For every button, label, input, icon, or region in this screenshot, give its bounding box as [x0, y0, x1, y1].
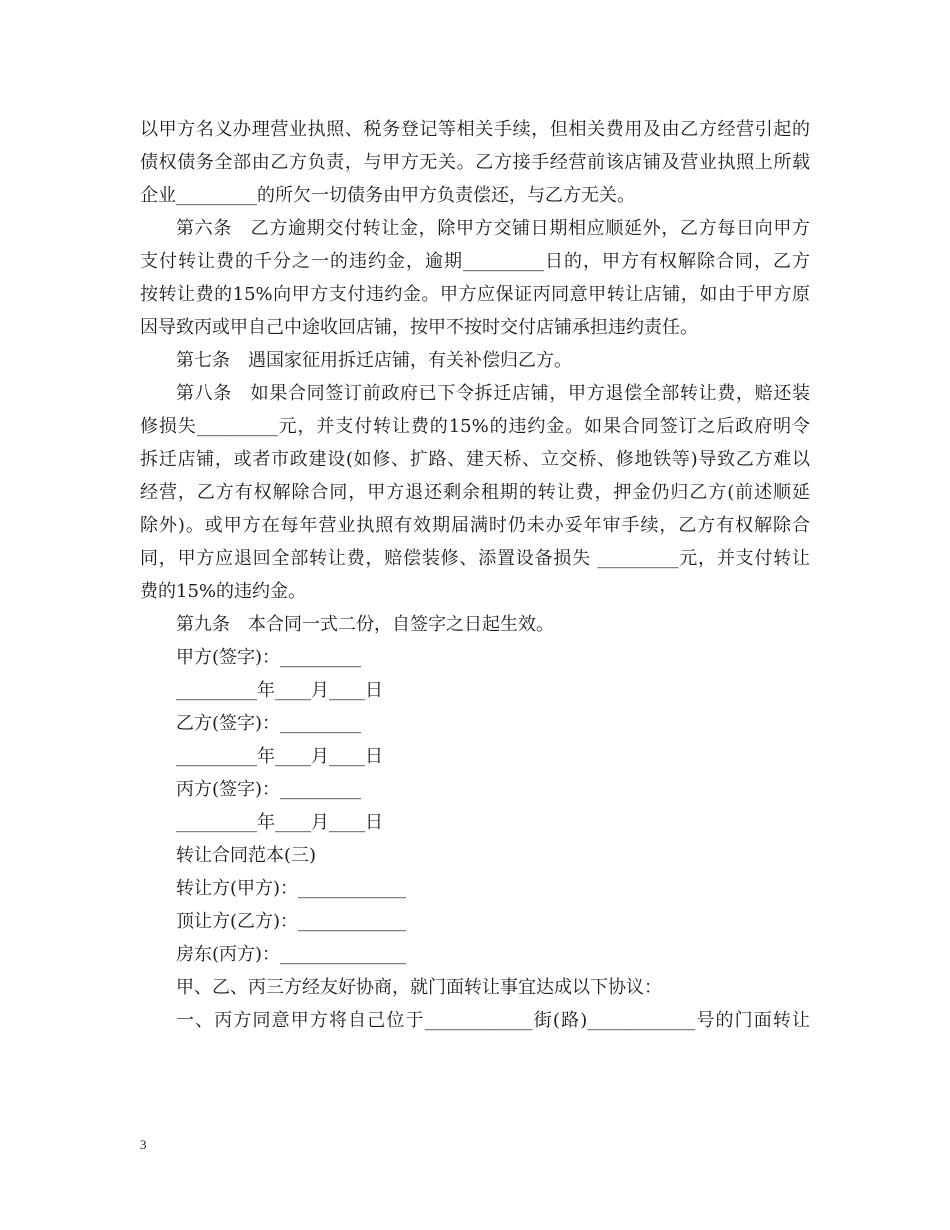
text-line: 甲方(签字)：_________: [176, 647, 362, 668]
text-line: 费的15%的违约金。: [140, 581, 307, 602]
text-line: 一、丙方同意甲方将自己位于____________街(路)____________号的门面转让: [176, 1010, 810, 1031]
text-line: 丙方(签字)：_________: [176, 779, 362, 800]
text-line: 因导致丙或甲自己中途收回店铺，按甲不按时交付店铺承担违约责任。: [140, 317, 698, 338]
text-line: 甲、乙、丙三方经友好协商，就门面转让事宜达成以下协议：: [176, 977, 662, 998]
text-line: 转让合同范本(三): [176, 845, 317, 866]
text-line: 企业_________的所欠一切债务由甲方负责偿还，与乙方无关。: [140, 185, 635, 206]
text-line: 第八条 如果合同签订前政府已下令拆迁店铺，甲方退偿全部转让费，赔还装: [176, 383, 810, 404]
text-line: 第九条 本合同一式二份，自签字之日起生效。: [176, 614, 554, 635]
text-line: _________年____月____日: [176, 680, 383, 701]
text-line: _________年____月____日: [176, 812, 383, 833]
text-line: _________年____月____日: [176, 746, 383, 767]
text-line: 支付转让费的千分之一的违约金，逾期_________日的，甲方有权解除合同，乙方: [140, 251, 810, 272]
text-line: 除外)。或甲方在每年营业执照有效期届满时仍未办妥年审手续，乙方有权解除合: [140, 515, 810, 536]
text-line: 以甲方名义办理营业执照、税务登记等相关手续，但相关费用及由乙方经营引起的: [140, 119, 810, 140]
text-line: 修损失_________元，并支付转让费的15%的违约金。如果合同签订之后政府明令: [140, 416, 810, 437]
page-number: 3: [140, 1137, 147, 1152]
text-line: 按转让费的15%向甲方支付违约金。甲方应保证丙同意甲转让店铺，如由于甲方原: [140, 284, 810, 305]
text-line: 同，甲方应退回全部转让费，赔偿装修、添置设备损失 _________元，并支付转让: [140, 548, 810, 569]
document-body: [140, 113, 810, 1037]
text-line: 第六条 乙方逾期交付转让金，除甲方交铺日期相应顺延外，乙方每日向甲方: [176, 218, 810, 239]
text-line: 房东(丙方)：______________: [176, 944, 407, 965]
text-line: 第七条 遇国家征用拆迁店铺，有关补偿归乙方。: [176, 350, 572, 371]
text-line: 拆迁店铺，或者市政建设(如修、扩路、建天桥、立交桥、修地铁等)导致乙方难以: [140, 449, 810, 470]
text-line: 顶让方(乙方)：____________: [176, 911, 407, 932]
text-line: 债权债务全部由乙方负责，与甲方无关。乙方接手经营前该店铺及营业执照上所载: [140, 152, 810, 173]
text-line: 乙方(签字)：_________: [176, 713, 362, 734]
text-line: 转让方(甲方)：____________: [176, 878, 407, 899]
text-line: 经营，乙方有权解除合同，甲方退还剩余租期的转让费，押金仍归乙方(前述顺延: [140, 482, 810, 503]
